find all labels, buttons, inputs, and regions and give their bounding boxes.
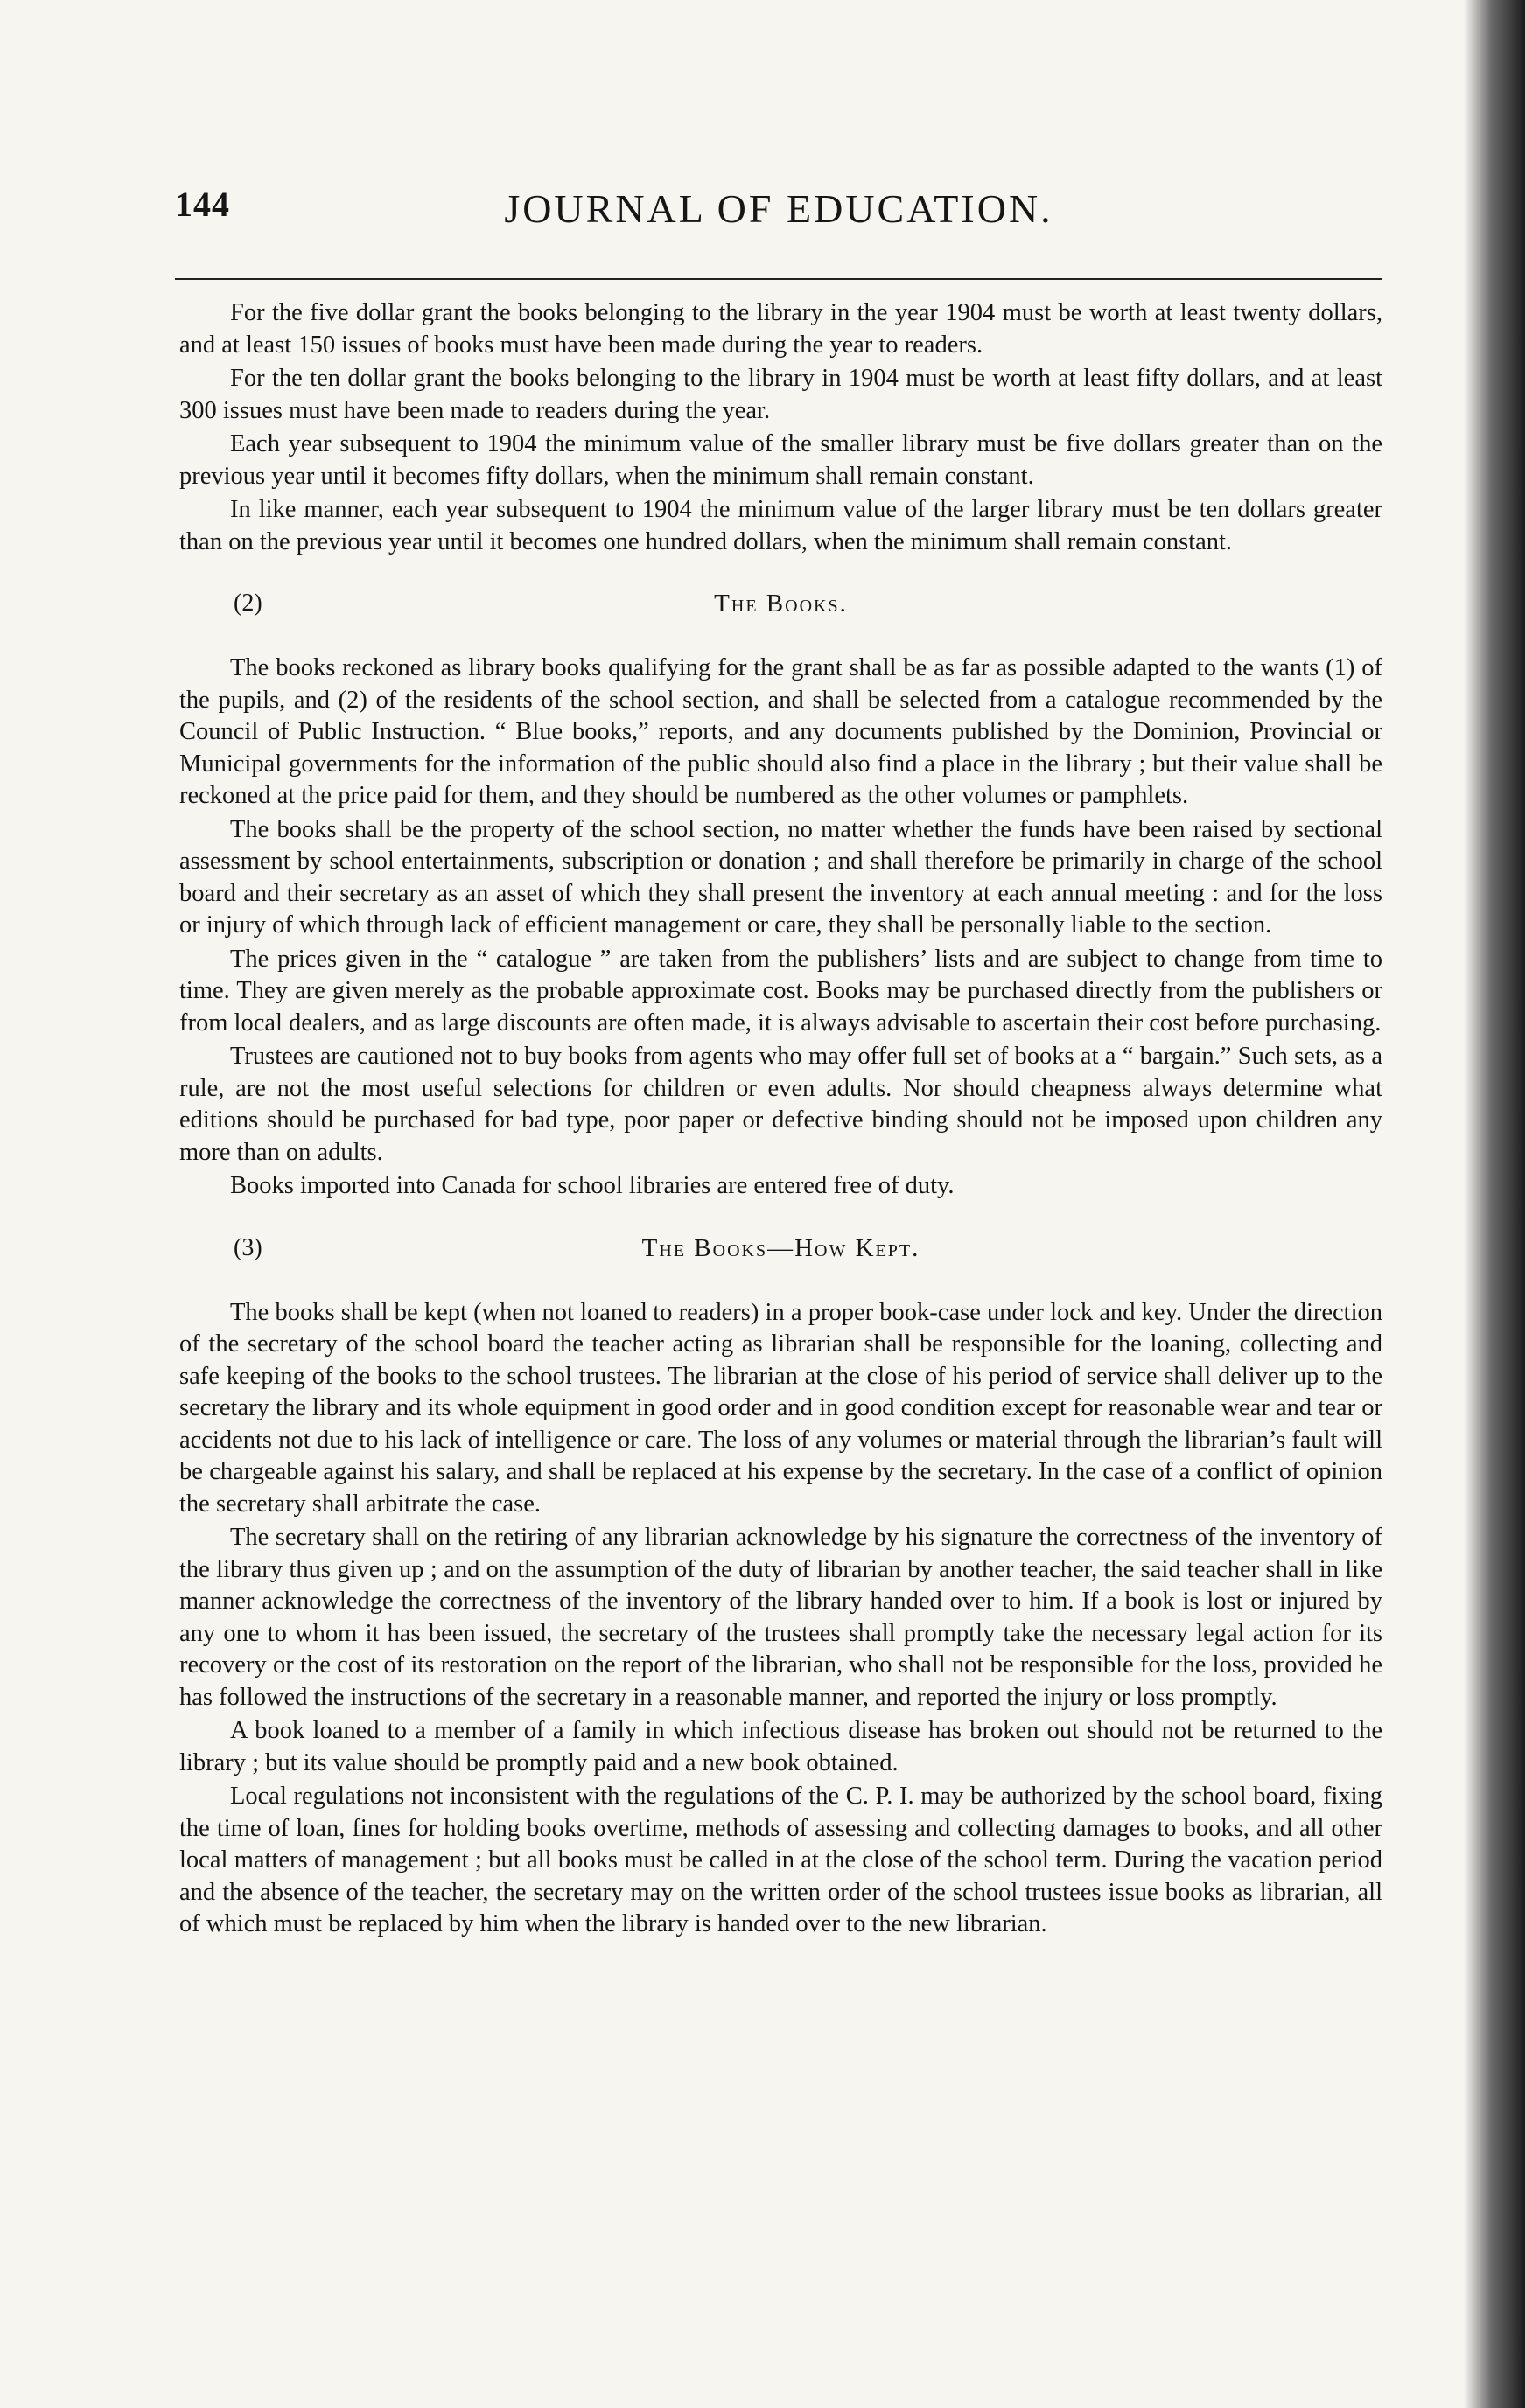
section-title: The Books—How Kept. (641, 1233, 920, 1262)
section-number: (3) (234, 1233, 262, 1261)
header-rule (175, 278, 1382, 280)
section3-paragraph: The books shall be kept (when not loaned to readers) in a proper book-case under lock and key. Under the direction of the secretary of the school board the teacher acting as librarian shall be responsible for the loaning, collecting and safe keeping of the books to the school trustees. The librarian at the close of his period of service shall deliver up to the secretary the library and its whole equipment in good order and in good condition except for reasonable wear and tear or accidents not due to his lack of intelligence or care. The loss of any volumes or material through the librarian’s fault will be chargeable against his salary, and shall be replaced at his expense by the secretary. In the case of a conflict of opinion the secretary shall arbitrate the case. (179, 1298, 1382, 1518)
section2-paragraph: Trustees are cautioned not to buy books from agents who may offer full set of books at a “ bargain.” Such sets, as a rule, are not the most useful selections for children or even adults. Nor should cheapness always determine what editions should be purchased for bad type, poor paper or defective binding should not be imposed upon children any more than on adults. (179, 1043, 1382, 1166)
intro-paragraph: In like manner, each year subsequent to 1904 the minimum value of the larger library must be ten dollars greater than on the previous year until it becomes one hundred dollars, when the minimum shall remain constant. (179, 496, 1382, 555)
section-title: The Books. (714, 590, 848, 618)
section-heading-how-kept (179, 1232, 1382, 1271)
article-body (179, 297, 1382, 1941)
section2-paragraph: The prices given in the “ catalogue ” are taken from the publishers’ lists and are subject to change from time to time. They are given merely as the probable approximate cost. Books may be purchased directly from the publishers or from local dealers, and as large discounts are often made, it is always advisable to ascertain their cost before purchasing. (179, 945, 1382, 1036)
section2-paragraph: Books imported into Canada for school libraries are entered free of duty. (230, 1172, 955, 1199)
intro-paragraph: For the five dollar grant the books belonging to the library in the year 1904 must be worth at least twenty dollars, and at least 150 issues of books must have been made during the year to readers. (179, 299, 1382, 359)
page-edge-shadow (1464, 0, 1525, 2408)
section3-paragraph: Local regulations not inconsistent with the regulations of the C. P. I. may be authorized by the school board, fixing the time of loan, fines for holding books overtime, methods of assessing and collecting damages to books, and all other local matters of management ; but all books must be called in at the close of the school term. During the vacation period and the absence of the teacher, the secretary may on the written order of the school trustees issue books as librarian, all of which must be replaced by him when the library is handed over to the new librarian. (179, 1783, 1382, 1937)
section3-paragraph: The secretary shall on the retiring of any librarian acknowledge by his signature the correctness of the inventory of the library thus given up ; and on the assumption of the duty of librarian by another teacher, the said teacher shall in like manner acknowledge the correctness of the inventory of the library handed over to him. If a book is lost or injured by any one to whom it has been issued, the secretary of the trustees shall promptly take the necessary legal action for its recovery or the cost of its restoration on the report of the librarian, who shall not be responsible for the loss, provided he has followed the instructions of the secretary in a reasonable manner, and reported the injury or loss promptly. (179, 1524, 1382, 1711)
section-number: (2) (234, 590, 262, 617)
section2-paragraph: The books reckoned as library books qualifying for the grant shall be as far as possible adapted to the wants (1) of the pupils, and (2) of the residents of the school section, and shall be selected from a catalogue recommended by the Council of Public Instruction. “ Blue books,” reports, and any documents published by the Dominion, Provincial or Municipal governments for the information of the public should also find a place in the library ; but their value shall be reckoned at the price paid for them, and they should be numbered as the other volumes or pamphlets. (179, 654, 1382, 809)
page-header (175, 184, 1382, 236)
section-heading-books (179, 588, 1382, 626)
running-title: JOURNAL OF EDUCATION. (504, 186, 1053, 231)
section3-paragraph: A book loaned to a member of a family in which infectious disease has broken out should not be returned to the library ; but its value should be promptly paid and a new book obtained. (179, 1717, 1382, 1776)
intro-paragraph: Each year subsequent to 1904 the minimum value of the smaller library must be five dollars greater than on the previous year until it becomes fifty dollars, when the minimum shall remain constant. (179, 430, 1382, 490)
section2-paragraph: The books shall be the property of the school section, no matter whether the funds have been raised by sectional assessment by school entertainments, subscription or donation ; and shall therefore be primarily in charge of the school board and their secretary as an asset of which they shall present the inventory at each annual meeting : and for the loss or injury of which through lack of efficient management or care, they shall be personally liable to the section. (179, 815, 1382, 939)
intro-paragraph: For the ten dollar grant the books belonging to the library in 1904 must be worth at least fifty dollars, and at least 300 issues must have been made to readers during the year. (179, 365, 1382, 424)
page-number: 144 (175, 185, 230, 224)
